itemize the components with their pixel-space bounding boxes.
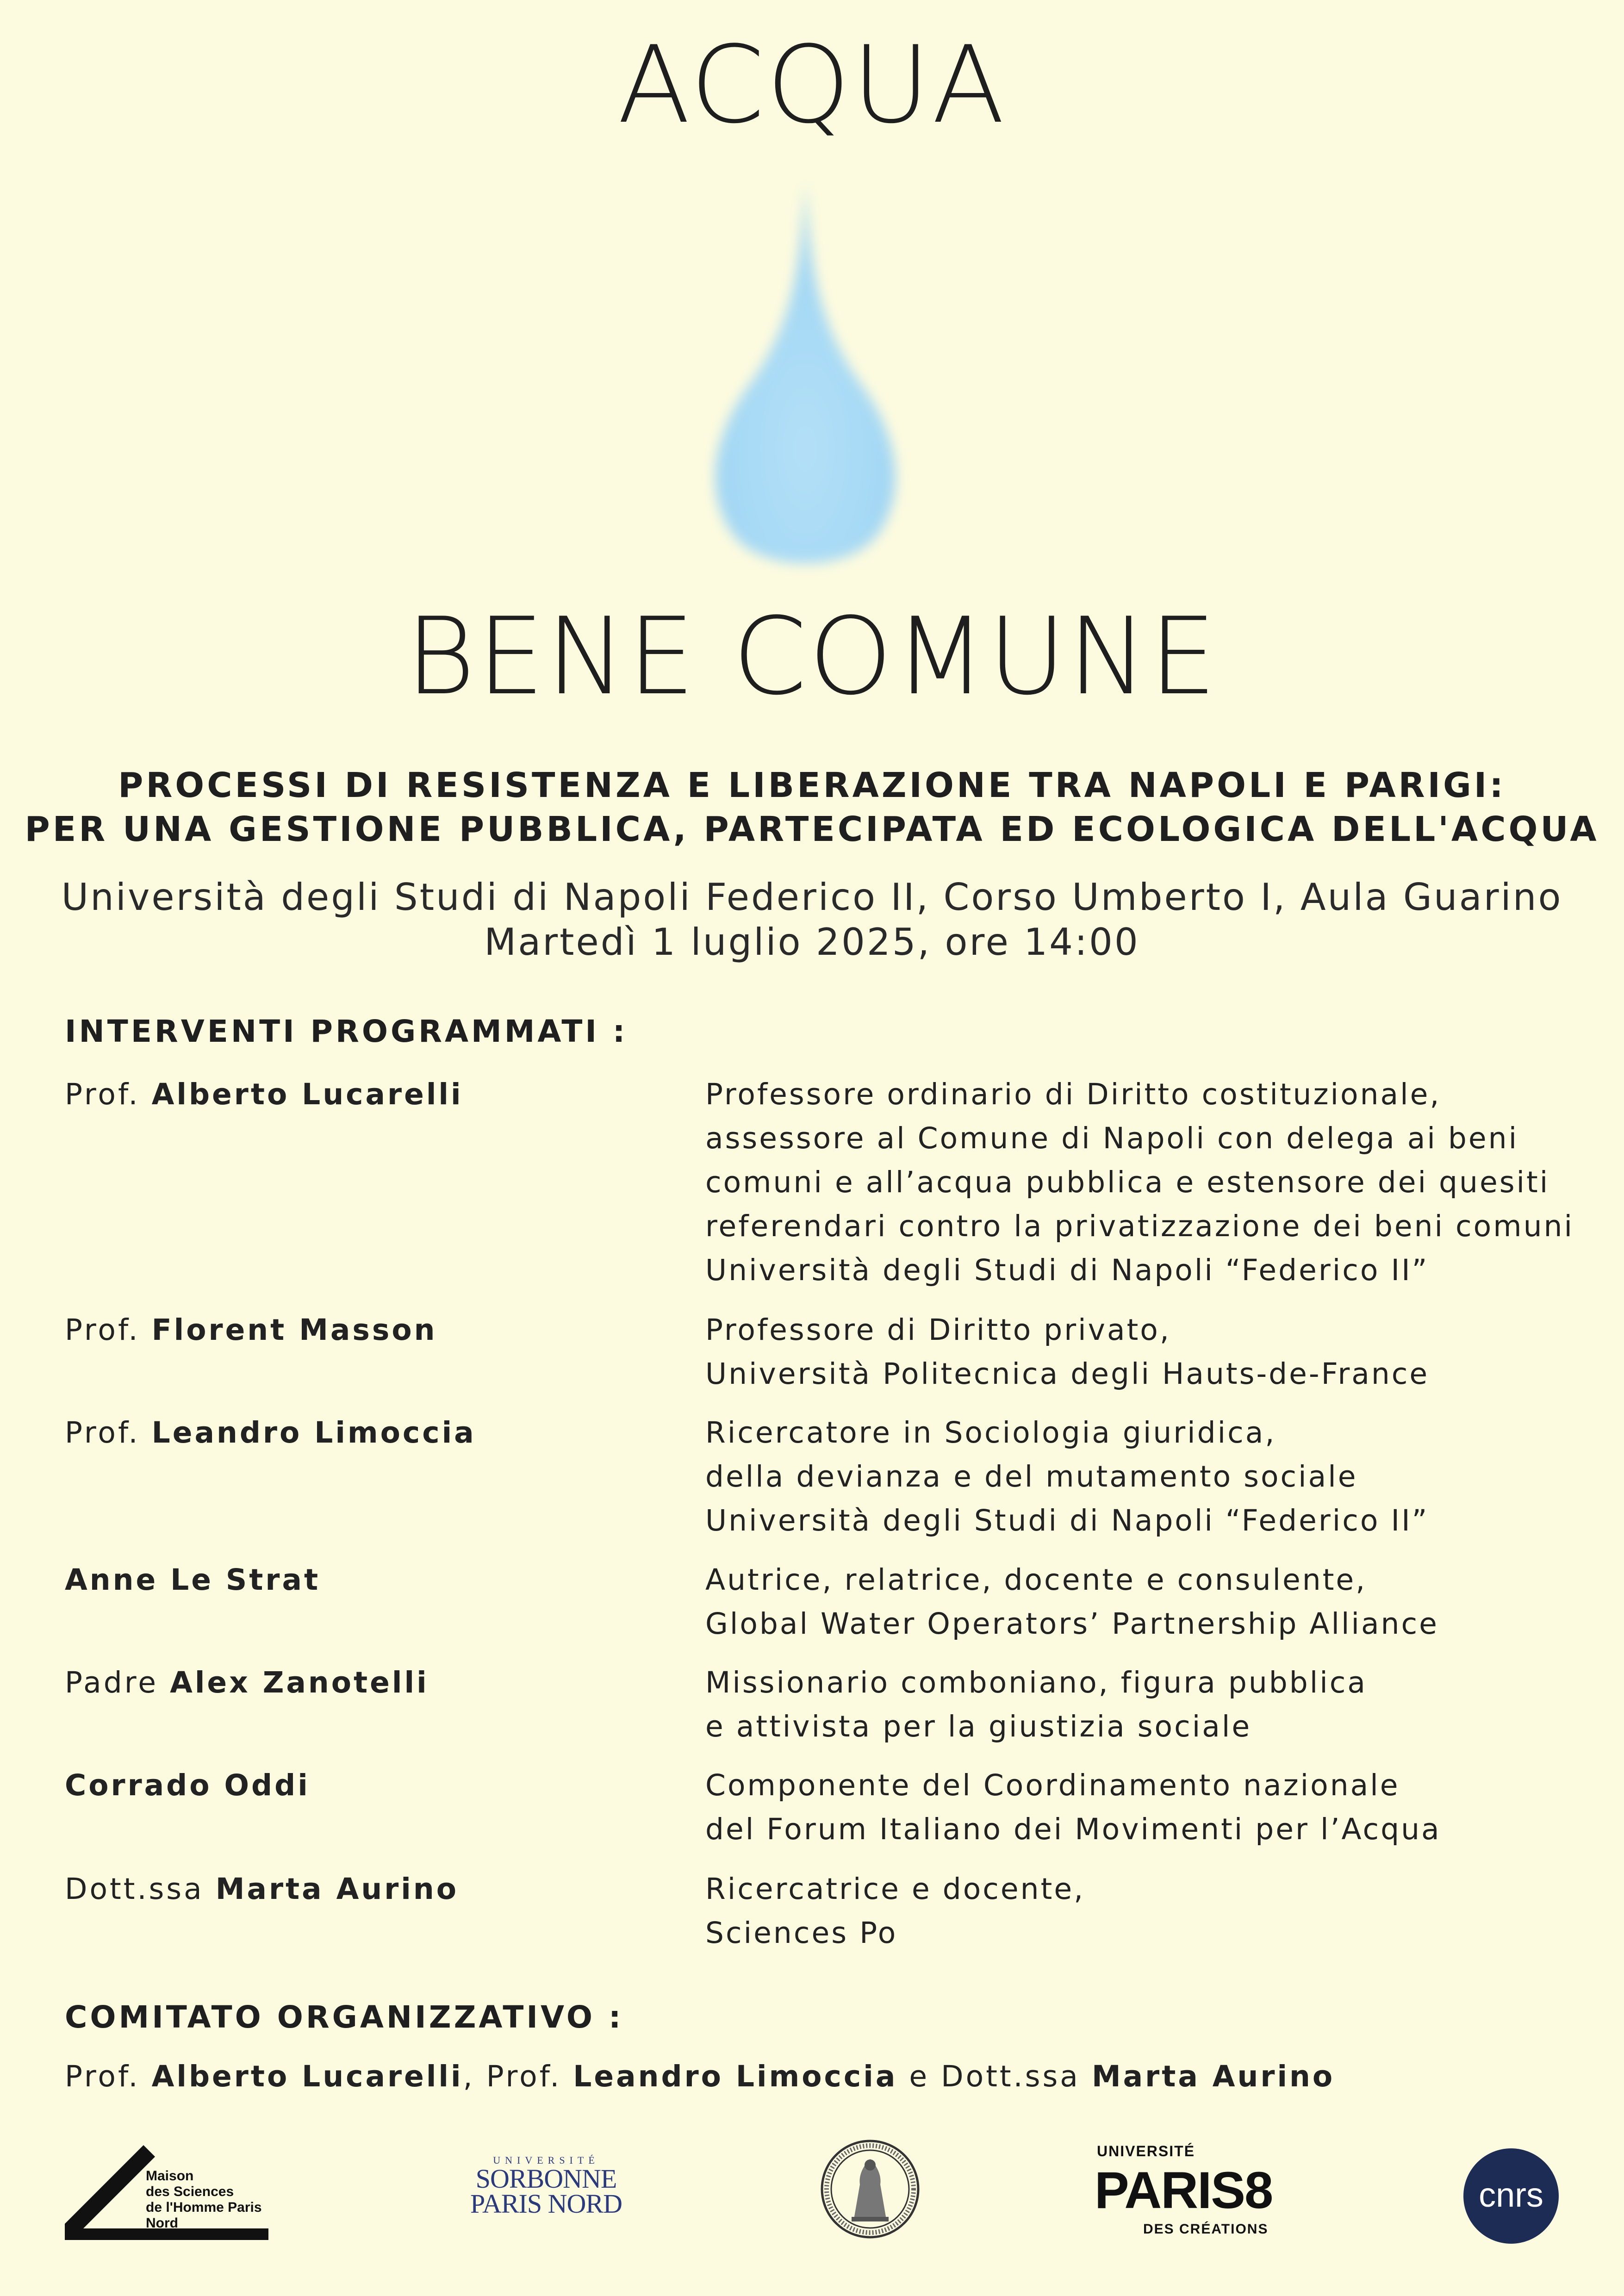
speaker-prefix: Dott.ssa: [65, 1872, 216, 1906]
speaker-name: [65, 1072, 666, 1116]
msh-logo-text: [146, 2168, 268, 2231]
committee-separator: ,: [463, 2060, 486, 2093]
role-line: Professore ordinario di Diritto costituzionale,: [705, 1077, 1441, 1111]
speaker-role: [705, 1308, 1585, 1396]
venue-location: Università degli Studi di Napoli Federico II, Corso Umberto I, Aula Guarino: [61, 876, 1563, 919]
event-venue: [0, 875, 1624, 964]
speaker-role: [705, 1661, 1585, 1748]
sorbonne-paris-nord-logo: [458, 2154, 634, 2233]
speaker-prefix: Padre: [65, 1666, 170, 1699]
role-line: Global Water Operators’ Partnership Alliance: [705, 1607, 1439, 1641]
role-line: referendari contro la privatizzazione dei beni comuni: [705, 1209, 1574, 1243]
committee-prefix: Prof.: [486, 2060, 573, 2093]
role-line: Componente del Coordinamento nazionale: [705, 1768, 1400, 1802]
spn-small-text: UNIVERSITÉ: [493, 2154, 599, 2166]
speaker-name: [65, 1558, 666, 1602]
speakers-heading: INTERVENTI PROGRAMMATI :: [65, 1014, 628, 1049]
speaker-name: [65, 1763, 666, 1807]
role-line: Ricercatrice e docente,: [705, 1872, 1085, 1906]
title-bene-comune: BENE COMUNE: [405, 595, 1219, 719]
msh-line: de l'Homme Paris Nord: [146, 2200, 262, 2231]
cnrs-text: cnrs: [1479, 2176, 1543, 2214]
role-line: assessore al Comune di Napoli con delega ai beni: [705, 1121, 1519, 1155]
university-seal-icon: [819, 2138, 921, 2240]
role-line: Università degli Studi di Napoli “Federico II”: [705, 1504, 1429, 1537]
p8-main-text: PARIS8: [1095, 2161, 1273, 2219]
speaker-prefix: Prof.: [65, 1416, 152, 1450]
speaker-name-text: Florent Masson: [151, 1313, 437, 1347]
speaker-name-text: Anne Le Strat: [65, 1563, 321, 1597]
role-line: Ricercatore in Sociologia giuridica,: [705, 1416, 1276, 1450]
water-drop-icon: [662, 167, 949, 602]
speaker-prefix: Prof.: [65, 1313, 152, 1347]
committee-name: Alberto Lucarelli: [151, 2060, 463, 2093]
role-line: Sciences Po: [705, 1916, 898, 1950]
speaker-name: [65, 1867, 666, 1911]
speaker-role: [705, 1411, 1585, 1543]
role-line: del Forum Italiano dei Movimenti per l’Acqua: [705, 1812, 1441, 1846]
speaker-name-text: Corrado Oddi: [65, 1768, 310, 1802]
committee-prefix: Prof.: [65, 2060, 152, 2093]
speaker-role: [705, 1072, 1585, 1292]
speaker-name-text: Marta Aurino: [215, 1872, 459, 1906]
p8-sub-text: DES CRÉATIONS: [1143, 2221, 1269, 2237]
committee-members: [65, 2060, 1335, 2093]
speaker-role: [705, 1558, 1585, 1646]
subtitle-line-2: PER UNA GESTIONE PUBBLICA, PARTECIPATA ED ECOLOGICA DELL'ACQUA: [25, 809, 1599, 849]
speaker-prefix: Prof.: [65, 1077, 152, 1111]
role-line: della devianza e del mutamento sociale: [705, 1460, 1358, 1493]
event-subtitle: [0, 764, 1624, 852]
speaker-name-text: Alberto Lucarelli: [151, 1077, 463, 1111]
speaker-name: [65, 1308, 666, 1352]
spn-line-1: SORBONNE: [475, 2164, 617, 2194]
committee-prefix: Dott.ssa: [941, 2060, 1092, 2093]
speaker-role: [705, 1867, 1585, 1955]
paris-8-logo: [1092, 2143, 1287, 2240]
committee-separator: e: [897, 2060, 941, 2093]
role-line: Missionario comboniano, figura pubblica: [705, 1666, 1367, 1699]
p8-univ-text: UNIVERSITÉ: [1097, 2143, 1195, 2159]
msh-paris-nord-logo: [65, 2143, 268, 2245]
title-acqua: ACQUA: [617, 24, 1007, 147]
committee-name: Marta Aurino: [1091, 2060, 1335, 2093]
speaker-name-text: Alex Zanotelli: [170, 1666, 429, 1699]
speaker-name: [65, 1661, 666, 1705]
committee-name: Leandro Limoccia: [573, 2060, 898, 2093]
speaker-role: [705, 1763, 1585, 1851]
role-line: e attivista per la giustizia sociale: [705, 1710, 1252, 1743]
speaker-name-text: Leandro Limoccia: [151, 1416, 476, 1450]
role-line: Professore di Diritto privato,: [705, 1313, 1171, 1347]
msh-line: des Sciences: [146, 2184, 234, 2199]
role-line: Università degli Studi di Napoli “Federico II”: [705, 1253, 1429, 1287]
role-line: Autrice, relatrice, docente e consulente,: [705, 1563, 1367, 1597]
committee-heading: COMITATO ORGANIZZATIVO :: [65, 1999, 624, 2035]
spn-line-2: PARIS NORD: [470, 2189, 622, 2219]
subtitle-line-1: PROCESSI DI RESISTENZA E LIBERAZIONE TRA NAPOLI E PARIGI:: [118, 765, 1506, 805]
speaker-name: [65, 1411, 666, 1455]
cnrs-logo: [1462, 2147, 1560, 2245]
msh-line: Maison: [146, 2168, 194, 2184]
role-line: Università Politecnica degli Hauts-de-France: [705, 1357, 1430, 1391]
role-line: comuni e all’acqua pubblica e estensore dei quesiti: [705, 1165, 1550, 1199]
venue-date-time: Martedì 1 luglio 2025, ore 14:00: [484, 921, 1140, 964]
